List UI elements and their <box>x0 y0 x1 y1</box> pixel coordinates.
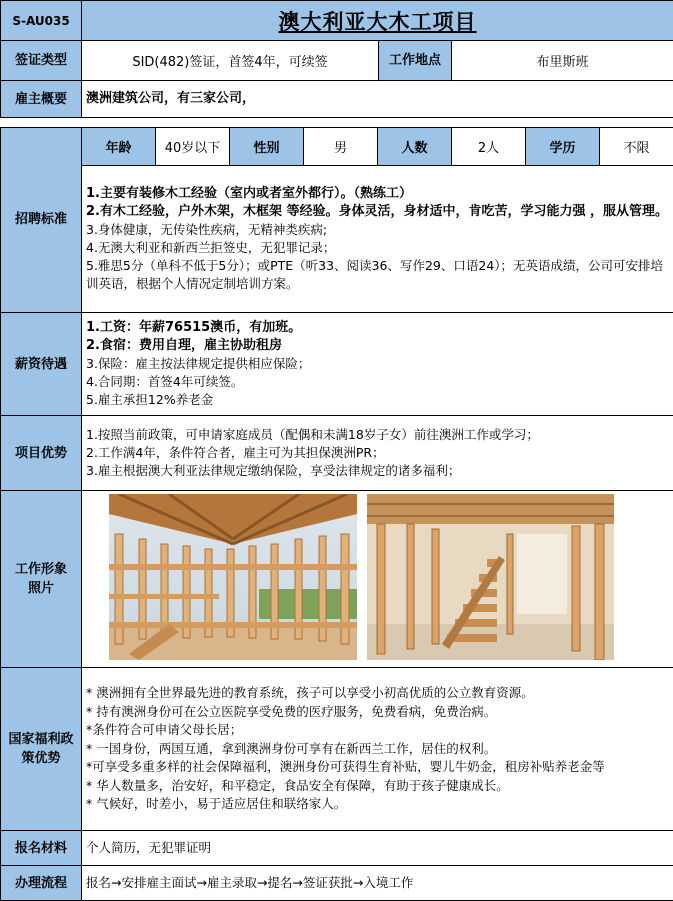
employer-label: 雇主概要 <box>1 81 82 118</box>
welfare-item: * 澳洲拥有全世界最先进的教育系统，孩子可以享受小初高优质的公立教育资源。 <box>86 684 669 703</box>
welfare-item: * 气候好，时差小，易于适应居住和联络家人。 <box>86 795 669 814</box>
recruit-item: 5.雅思5分（单科不低于5分）；或PTE（听33、阅读36、写作29、口语24）；无英语成绩，公司可安排培训英语，根据个人情况定制培训方案。 <box>86 257 669 293</box>
welfare-item: *可享受多重多样的社会保障福利，澳洲身份可获得生育补贴，婴儿牛奶金，租房补贴养老金等 <box>86 758 669 777</box>
page-title-text: 澳大利亚大木工项目 <box>279 10 477 34</box>
salary-item: 1.工资：年薪76515澳币，有加班。 <box>86 319 669 337</box>
process-value: 报名→安排雇主面试→雇主录取→提名→签证获批→入境工作 <box>82 866 673 901</box>
recruit-item: 1.主要有装修木工经验（室内或者室外都行）。（熟练工） <box>86 185 669 203</box>
recruit-item: 2.有木工经验，户外木架，木框架 等经验。身体灵活，身材适中，肯吃苦，学习能力强 ，服从管理。 <box>86 203 669 221</box>
salary-details <box>82 313 673 416</box>
photos-label: 工作形象照片 <box>1 491 82 668</box>
advantage-item: 2.工作满4年，条件符合者，雇主可为其担保澳洲PR； <box>86 444 669 462</box>
advantage-item: 1.按照当前政策，可申请家庭成员（配偶和未满18岁子女）前往澳洲工作或学习； <box>86 426 669 444</box>
advantage-item: 3.雇主根据澳大利亚法律规定缴纳保险，享受法律规定的诸多福利； <box>86 462 669 480</box>
salary-item: 4.合同期：首签4年可续签。 <box>86 373 669 391</box>
welfare-item: * 持有澳洲身份可在公立医院享受免费的医疗服务，免费看病，免费治病。 <box>86 703 669 722</box>
count-value: 2人 <box>452 128 526 166</box>
education-value: 不限 <box>600 128 673 166</box>
work-location-value: 布里斯班 <box>452 41 673 81</box>
welfare-item: * 华人数量多，治安好，和平稳定，食品安全有保障，有助于孩子健康成长。 <box>86 777 669 796</box>
employer-value: 澳洲建筑公司，有三家公司， <box>82 81 673 118</box>
photo-wood-frame-exterior <box>109 494 357 660</box>
education-label: 学历 <box>526 128 600 166</box>
age-value: 40岁以下 <box>156 128 230 166</box>
welfare-label: 国家福利政策优势 <box>1 668 82 831</box>
materials-label: 报名材料 <box>1 831 82 866</box>
project-code: S-AU035 <box>1 1 82 41</box>
photo-wood-frame-interior <box>367 494 614 660</box>
welfare-item: *条件符合可申请父母长居； <box>86 721 669 740</box>
welfare-item: * 一国身份，两国互通，拿到澳洲身份可享有在新西兰工作，居住的权利。 <box>86 740 669 759</box>
welfare-details <box>82 668 673 831</box>
process-label: 办理流程 <box>1 866 82 901</box>
page-title <box>82 1 673 41</box>
header-block <box>0 0 673 118</box>
gender-value: 男 <box>304 128 378 166</box>
salary-item: 2.食宿：费用自理，雇主协助租房 <box>86 337 669 355</box>
advantages-label: 项目优势 <box>1 416 82 491</box>
gender-label: 性别 <box>230 128 304 166</box>
recruit-standards <box>82 166 673 313</box>
salary-label: 薪资待遇 <box>1 313 82 416</box>
materials-value: 个人简历，无犯罪证明 <box>82 831 673 866</box>
recruit-item: 3.身体健康，无传染性疾病，无精神类疾病; <box>86 221 669 239</box>
visa-type-label: 签证类型 <box>1 41 82 81</box>
work-location-label: 工作地点 <box>379 41 452 81</box>
count-label: 人数 <box>378 128 452 166</box>
advantages-details <box>82 416 673 491</box>
recruit-item: 4.无澳大利亚和新西兰拒签史，无犯罪记录； <box>86 239 669 257</box>
recruit-label: 招聘标准 <box>1 128 82 313</box>
salary-item: 3.保险：雇主按法律规定提供相应保险； <box>86 355 669 373</box>
salary-item: 5.雇主承担12%养老金 <box>86 391 669 409</box>
visa-type-value: SID(482)签证，首签4年，可续签 <box>82 41 379 81</box>
age-label: 年龄 <box>82 128 156 166</box>
